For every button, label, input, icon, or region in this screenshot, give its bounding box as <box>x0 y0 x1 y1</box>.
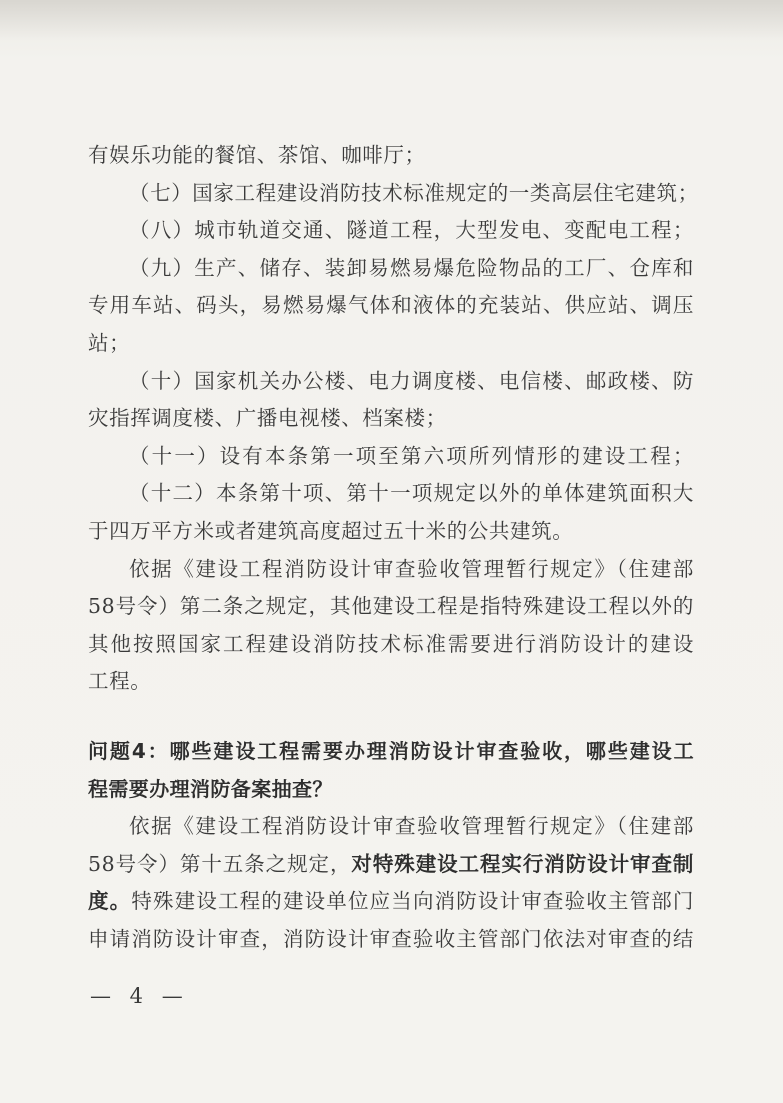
text-line: 灾指挥调度楼、广播电视楼、档案楼； <box>88 406 447 431</box>
text-line: （九）生产、储存、装卸易燃易爆危险物品的工厂、仓库和 <box>129 255 694 280</box>
scan-shadow <box>0 0 783 40</box>
text-line: （十二）本条第十项、第十一项规定以外的单体建筑面积大 <box>129 481 694 506</box>
text-line: 申请消防设计审查，消防设计审查验收主管部门依法对审查的结 <box>88 926 694 951</box>
question-heading: 问题4：哪些建设工程需要办理消防设计审查验收，哪些建设工 <box>88 738 694 763</box>
section-gap <box>88 701 694 733</box>
text-line: （十一）设有本条第一项至第六项所列情形的建设工程； <box>129 443 694 468</box>
text-line: 工程。 <box>88 669 152 694</box>
text-line: 于四万平方米或者建筑高度超过五十米的公共建筑。 <box>88 518 574 543</box>
bold-text-span: 对特殊建设工程实行消防设计审查制 <box>351 851 694 876</box>
text-line: （十）国家机关办公楼、电力调度楼、电信楼、邮政楼、防 <box>129 368 694 393</box>
text-line <box>88 883 694 921</box>
text-line <box>88 846 694 884</box>
text-line: （八）城市轨道交通、隧道工程，大型发电、变配电工程； <box>129 218 694 243</box>
text-line: 站； <box>88 330 131 355</box>
text-span: 58号令）第十五条之规定， <box>88 851 352 876</box>
text-line: 有娱乐功能的餐馆、茶馆、咖啡厅； <box>88 143 426 167</box>
text-span: 特殊建设工程的建设单位应当向消防设计审查验收主管部门 <box>131 889 694 914</box>
text-line: 专用车站、码头，易燃易爆气体和液体的充装站、供应站、调压 <box>88 293 694 318</box>
document-body <box>88 137 699 958</box>
text-line: （七）国家工程建设消防技术标准规定的一类高层住宅建筑； <box>129 180 699 205</box>
text-line: 依据《建设工程消防设计审查验收管理暂行规定》（住建部 <box>129 556 694 581</box>
page-number: — 4 — <box>90 984 189 1008</box>
text-line: 其他按照国家工程建设消防技术标准需要进行消防设计的建设 <box>88 631 694 656</box>
text-line: 58号令）第二条之规定，其他建设工程是指特殊建设工程以外的 <box>88 594 694 619</box>
text-line: 依据《建设工程消防设计审查验收管理暂行规定》（住建部 <box>129 814 694 839</box>
question-heading: 程需要办理消防备案抽查？ <box>88 776 333 801</box>
bold-text-span: 度。 <box>88 889 132 914</box>
